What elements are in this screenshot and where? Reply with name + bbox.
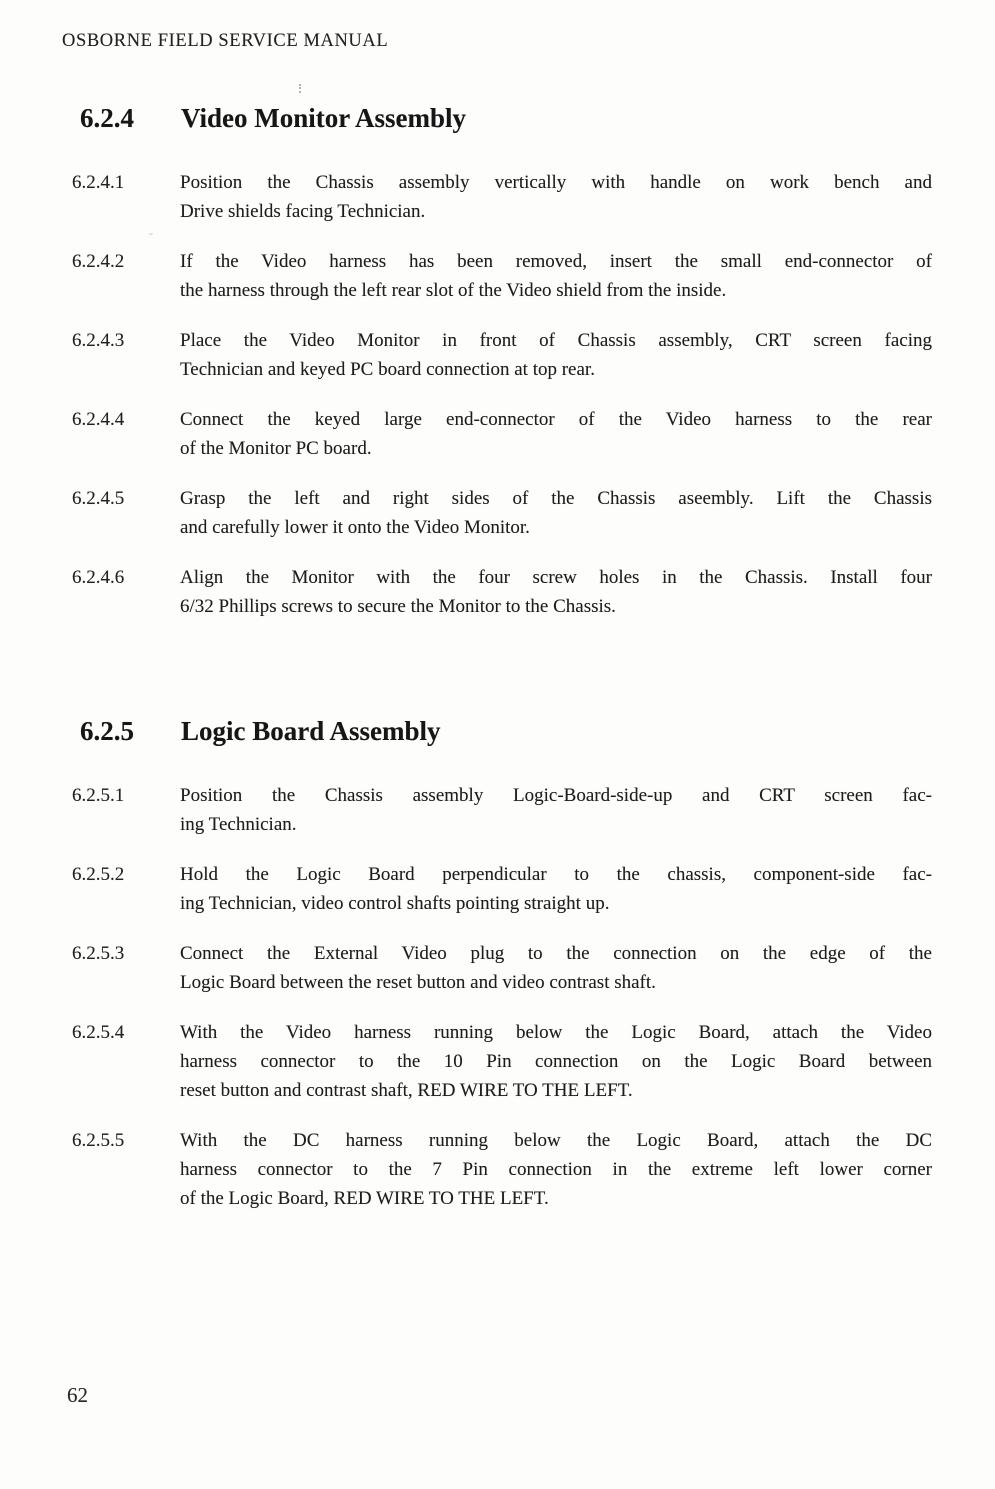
procedure-step <box>0 1018 995 1105</box>
step-line: ing Technician, video control shafts pointing straight up. <box>180 893 610 914</box>
step-text <box>180 860 932 918</box>
procedure-step <box>0 563 995 621</box>
step-text <box>180 326 932 384</box>
section-number: 6.2.4 <box>80 103 134 133</box>
procedure-step <box>0 326 995 384</box>
step-number: 6.2.4.4 <box>72 409 125 430</box>
step-line: Technician and keyed PC board connection at top rear. <box>180 359 595 380</box>
step-line: the harness through the left rear slot of the Video shield from the inside. <box>180 280 727 301</box>
scan-artifact <box>299 84 303 93</box>
step-line: Position the Chassis assembly Logic-Board-side-up and CRT screen fac- <box>180 785 932 806</box>
procedure-step <box>0 860 995 918</box>
step-line: Position the Chassis assembly vertically with handle on work bench and <box>180 172 932 193</box>
step-text <box>180 939 932 997</box>
procedure-step <box>0 484 995 542</box>
procedure-step <box>0 405 995 463</box>
step-line: reset button and contrast shaft, RED WIRE TO THE LEFT. <box>180 1080 633 1101</box>
section-items-video-monitor <box>0 168 995 642</box>
step-number: 6.2.4.3 <box>72 330 125 351</box>
step-line: Align the Monitor with the four screw holes in the Chassis. Install four <box>180 567 932 588</box>
step-number: 6.2.5.3 <box>72 943 125 964</box>
step-text <box>180 1018 932 1105</box>
section-items-logic-board <box>0 781 995 1234</box>
step-number: 6.2.4.2 <box>72 251 125 272</box>
step-number: 6.2.5.5 <box>72 1130 125 1151</box>
step-line: With the DC harness running below the Logic Board, attach the DC <box>180 1130 932 1151</box>
step-line: Hold the Logic Board perpendicular to the chassis, component-side fac- <box>180 864 932 885</box>
step-line: harness connector to the 10 Pin connection on the Logic Board between <box>180 1051 932 1072</box>
step-line: of the Monitor PC board. <box>180 438 372 459</box>
procedure-step <box>0 1126 995 1213</box>
step-line: If the Video harness has been removed, insert the small end-connector of <box>180 251 932 272</box>
running-header: OSBORNE FIELD SERVICE MANUAL <box>62 31 389 51</box>
procedure-step <box>0 247 995 305</box>
step-line: Place the Video Monitor in front of Chassis assembly, CRT screen facing <box>180 330 932 351</box>
section-number: 6.2.5 <box>80 716 134 746</box>
step-text <box>180 247 932 305</box>
step-text <box>180 563 932 621</box>
step-line: harness connector to the 7 Pin connection in the extreme left lower corner <box>180 1159 932 1180</box>
step-line: With the Video harness running below the Logic Board, attach the Video <box>180 1022 932 1043</box>
section-title: Logic Board Assembly <box>181 716 441 746</box>
step-text <box>180 781 932 839</box>
step-text <box>180 168 932 226</box>
step-line: Connect the External Video plug to the connection on the edge of the <box>180 943 932 964</box>
step-line: 6/32 Phillips screws to secure the Monitor to the Chassis. <box>180 596 616 617</box>
step-text <box>180 405 932 463</box>
step-line: and carefully lower it onto the Video Monitor. <box>180 517 530 538</box>
step-text <box>180 484 932 542</box>
section-heading-video-monitor <box>0 103 995 134</box>
section-title: Video Monitor Assembly <box>181 103 467 133</box>
step-line: of the Logic Board, RED WIRE TO THE LEFT. <box>180 1188 549 1209</box>
procedure-step <box>0 939 995 997</box>
procedure-step <box>0 168 995 226</box>
step-number: 6.2.4.5 <box>72 488 125 509</box>
section-heading-logic-board <box>0 716 995 747</box>
step-number: 6.2.5.4 <box>72 1022 125 1043</box>
step-line: Connect the keyed large end-connector of the Video harness to the rear <box>180 409 932 430</box>
step-number: 6.2.5.1 <box>72 785 125 806</box>
step-number: 6.2.5.2 <box>72 864 125 885</box>
step-line: Grasp the left and right sides of the Chassis aseembly. Lift the Chassis <box>180 488 932 509</box>
procedure-step <box>0 781 995 839</box>
step-number: 6.2.4.1 <box>72 172 125 193</box>
step-line: Drive shields facing Technician. <box>180 201 426 222</box>
step-line: ing Technician. <box>180 814 297 835</box>
page-number: 62 <box>67 1383 88 1407</box>
step-line: Logic Board between the reset button and video contrast shaft. <box>180 972 656 993</box>
step-text <box>180 1126 932 1213</box>
step-number: 6.2.4.6 <box>72 567 125 588</box>
